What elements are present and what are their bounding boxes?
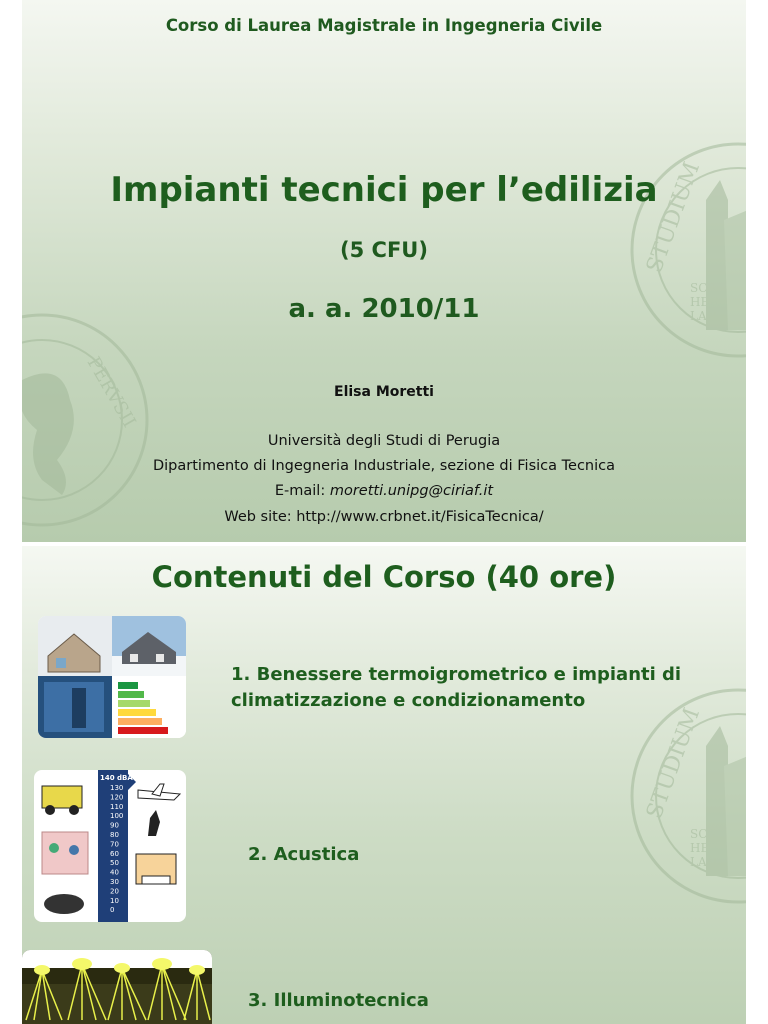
noise-tick-label: 130	[110, 784, 124, 792]
noise-tick-label: 20	[110, 887, 119, 896]
noise-tick-label: 120	[110, 793, 124, 802]
noise-unit-label: 140 dBA	[100, 774, 133, 782]
email-address[interactable]: moretti.unipg@ciriaf.it	[329, 483, 494, 499]
noise-tick-label: 0	[110, 906, 115, 915]
svg-text:HER: HER	[690, 841, 719, 855]
noise-levels-icon	[34, 770, 186, 922]
svg-text:HER: HER	[690, 295, 719, 309]
noise-tick-label: 100	[110, 812, 124, 821]
svg-text:STUDIUM: STUDIUM	[642, 158, 706, 277]
academic-year: a. a. 2010/11	[288, 294, 480, 324]
building-energy-icon	[38, 616, 186, 738]
email-label: E-mail:	[274, 483, 330, 499]
department-name: Dipartimento di Ingegneria Industriale, sezione di Fisica Tecnica	[152, 458, 615, 474]
noise-tick-label: 70	[110, 840, 119, 849]
email-line	[22, 483, 746, 499]
noise-tick-label: 10	[110, 896, 119, 905]
credits: (5 CFU)	[340, 238, 428, 262]
svg-text:LAN: LAN	[690, 855, 718, 869]
title-slide	[22, 0, 746, 542]
contents-slide	[22, 546, 746, 1024]
svg-text:SCS: SCS	[690, 827, 716, 841]
city-seal-left-icon	[22, 310, 152, 540]
contents-heading: Contenuti del Corso (40 ore)	[151, 560, 617, 594]
svg-text:SCS: SCS	[690, 281, 716, 295]
course-name: Corso di Laurea Magistrale in Ingegneria Civile	[165, 16, 603, 35]
svg-text:STUDIUM: STUDIUM	[642, 704, 706, 823]
svg-text:PERVSII: PERVSII	[82, 353, 140, 432]
author-name: Elisa Moretti	[334, 384, 434, 400]
website-line[interactable]: Web site: http://www.crbnet.it/FisicaTecnica/	[224, 509, 544, 525]
svg-text:LAN: LAN	[690, 309, 718, 323]
noise-tick-label: 110	[110, 802, 124, 811]
content-item-3: 3. Illuminotecnica	[248, 990, 429, 1011]
university-name: Università degli Studi di Perugia	[267, 433, 501, 449]
lighting-image	[22, 950, 212, 1024]
noise-tick-label: 80	[110, 831, 119, 839]
noise-tick-label: 90	[110, 821, 119, 830]
noise-scale-image	[34, 770, 186, 922]
noise-tick-label: 40	[110, 868, 119, 877]
university-seal-right-icon	[628, 686, 746, 926]
building-energy-image	[38, 616, 186, 738]
content-item-2: 2. Acustica	[248, 844, 360, 865]
lamp-icon	[22, 950, 212, 1024]
noise-tick-label: 50	[110, 859, 119, 868]
noise-tick-label: 60	[110, 849, 119, 858]
content-item-1: 1. Benessere termoigrometrico e impianti di climatizzazione e condizionamento	[231, 664, 682, 711]
noise-tick-label: 30	[110, 878, 119, 886]
slide-title: Impianti tecnici per l’edilizia	[110, 170, 658, 210]
